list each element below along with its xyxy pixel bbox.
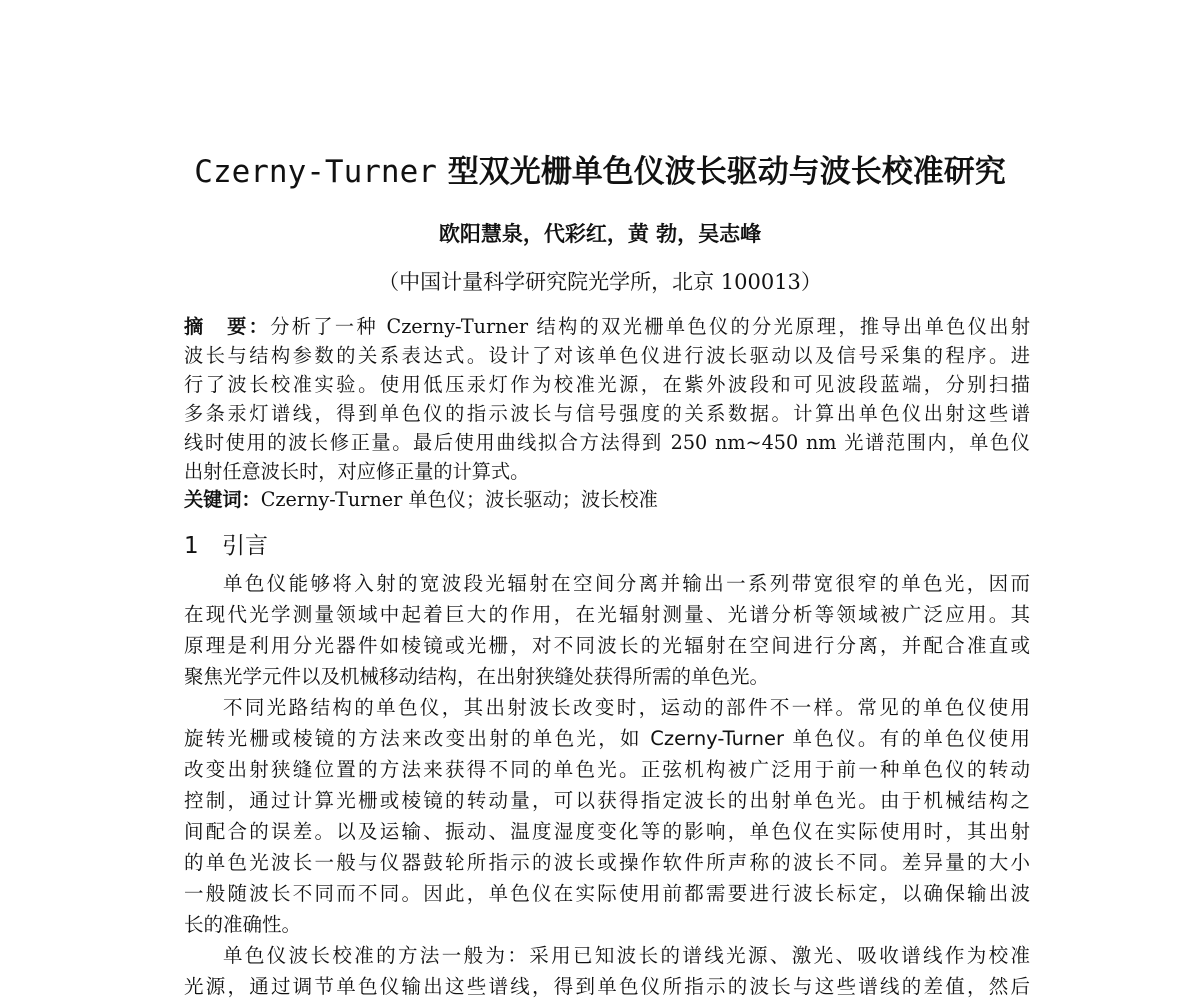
abstract-line: 波长与结构参数的关系表达式。设计了对该单色仪进行波长驱动以及信号采集的程序。进: [184, 344, 1030, 367]
paper-affiliation: （中国计量科学研究院光学所，北京 100013）: [378, 270, 822, 294]
body-line: 改变出射狭缝位置的方法来获得不同的单色光。正弦机构被广泛用于前一种单色仪的转动: [184, 758, 1030, 781]
paper-authors: 欧阳慧泉，代彩红，黄 勃，吴志峰: [438, 221, 762, 246]
body-line: 原理是利用分光器件如棱镜或光栅，对不同波长的光辐射在空间进行分离，并配合准直或: [184, 634, 1030, 657]
keywords: [184, 485, 1030, 514]
body-line: 单色仪能够将入射的宽波段光辐射在空间分离并输出一系列带宽很窄的单色光，因而: [223, 572, 1030, 595]
keywords-text: Czerny-Turner 单色仪；波长驱动；波长校准: [260, 488, 658, 511]
body-line: 长的准确性。: [184, 913, 302, 936]
body-line: 在现代光学测量领域中起着巨大的作用，在光辐射测量、光谱分析等领域被广泛应用。其: [184, 603, 1030, 626]
abstract-line: 多条汞灯谱线，得到单色仪的指示波长与信号强度的关系数据。计算出单色仪出射这些谱: [184, 402, 1030, 425]
abstract-line: 摘 要：分析了一种 Czerny-Turner 结构的双光栅单色仪的分光原理，推导出单色仪出射: [184, 315, 1031, 338]
abstract: [184, 312, 1030, 486]
paper-title-cjk: 型双光栅单色仪波长驱动与波长校准研究: [447, 154, 1006, 190]
body-line: 光源，通过调节单色仪输出这些谱线，得到单色仪所指示的波长与这些谱线的差值，然后: [184, 975, 1030, 998]
section-title: 引言: [222, 533, 268, 559]
keywords-label: 关键词：: [184, 488, 261, 511]
abstract-line: 行了波长校准实验。使用低压汞灯作为校准光源，在紫外波段和可见波段蓝端，分别扫描: [184, 373, 1030, 396]
body-text: [184, 568, 1030, 1002]
abstract-line: 出射任意波长时，对应修正量的计算式。: [184, 460, 530, 483]
paper-title-latin: Czerny-Turner: [194, 154, 437, 190]
body-line: 聚焦光学元件以及机械移动结构，在出射狭缝处获得所需的单色光。: [184, 665, 770, 688]
body-line: 间配合的误差。以及运输、振动、温度湿度变化等的影响，单色仪在实际使用时，其出射: [184, 820, 1030, 843]
paper-title: [0, 150, 1200, 194]
body-line: 控制，通过计算光栅或棱镜的转动量，可以获得指定波长的出射单色光。由于机械结构之: [184, 789, 1030, 812]
body-line: 一般随波长不同而不同。因此，单色仪在实际使用前都需要进行波长标定，以确保输出波: [184, 882, 1030, 905]
abstract-label: 摘 要：: [184, 315, 271, 338]
section-heading: [184, 530, 268, 562]
body-line: 单色仪波长校准的方法一般为：采用已知波长的谱线光源、激光、吸收谱线作为校准: [223, 944, 1030, 967]
section-number: 1: [184, 533, 199, 559]
body-line: 旋转光栅或棱镜的方法来改变出射的单色光，如 Czerny-Turner 单色仪。有的单色仪使用: [184, 727, 1030, 750]
abstract-line: 线时使用的波长修正量。最后使用曲线拟合方法得到 250 nm~450 nm 光谱范围内，单色仪: [184, 431, 1030, 454]
body-line: 的单色光波长一般与仪器鼓轮所指示的波长或操作软件所声称的波长不同。差异量的大小: [184, 851, 1030, 874]
body-line: 不同光路结构的单色仪，其出射波长改变时，运动的部件不一样。常见的单色仪使用: [223, 696, 1030, 719]
